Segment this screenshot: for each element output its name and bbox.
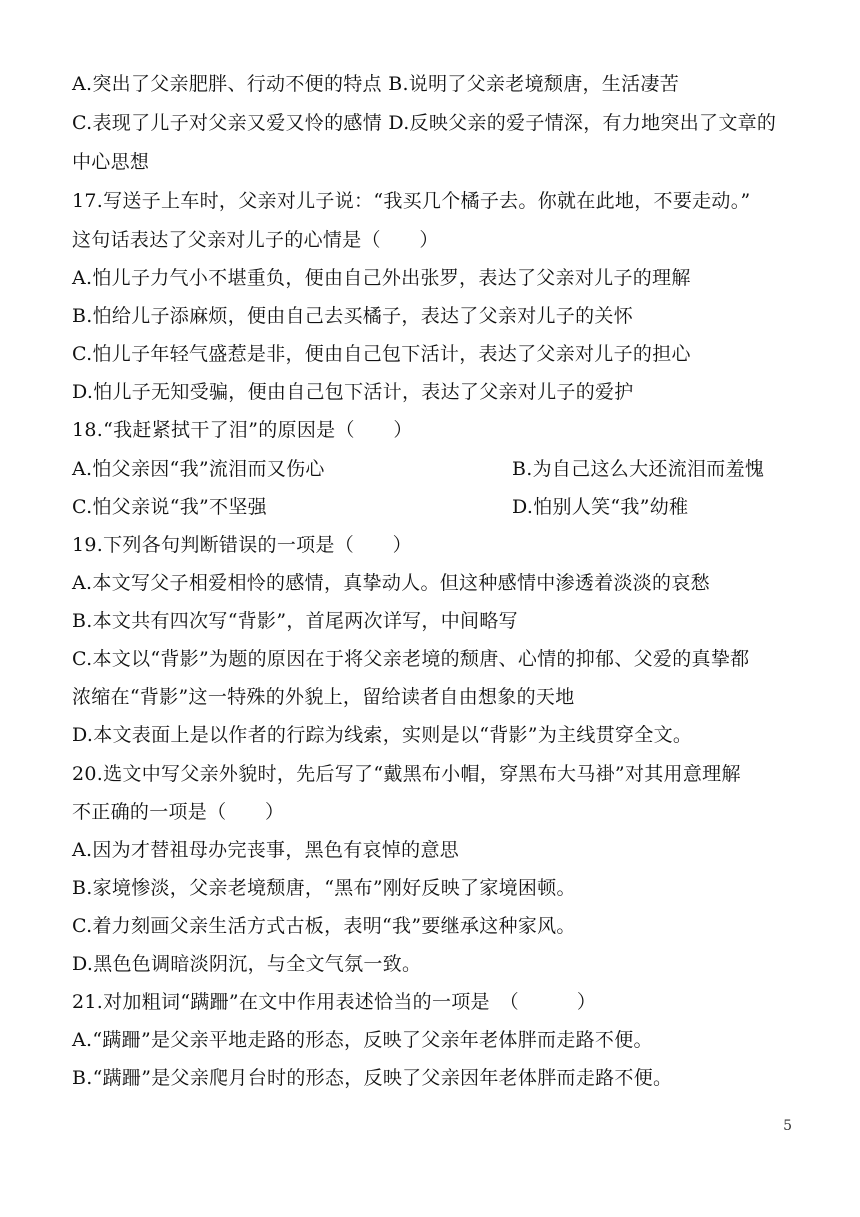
q16-options-line3: 中心思想 <box>72 151 150 173</box>
q16-options-line2: C.表现了儿子对父亲又爱又怜的感情 D.反映父亲的爱子情深，有力地突出了文章的 <box>72 112 777 134</box>
q17-stem-line2: 这句话表达了父亲对儿子的心情是（ ） <box>72 229 439 251</box>
page-number: 5 <box>783 1118 792 1134</box>
q20-option-b: B.家境惨淡，父亲老境颓唐，“黑布”刚好反映了家境困顿。 <box>72 877 576 899</box>
q17-option-a: A.怕儿子力气小不堪重负，便由自己外出张罗，表达了父亲对儿子的理解 <box>72 267 691 289</box>
q17-option-d: D.怕儿子无知受骗，便由自己包下活计，表达了父亲对儿子的爱护 <box>72 381 634 403</box>
q17-option-c: C.怕儿子年轻气盛惹是非，便由自己包下活计，表达了父亲对儿子的担心 <box>72 343 691 365</box>
q19-option-c-line2: 浓缩在“背影”这一特殊的外貌上，留给读者自由想象的天地 <box>72 686 575 708</box>
q16-options-line1: A.突出了父亲肥胖、行动不便的特点 B.说明了父亲老境颓唐，生活凄苦 <box>72 73 680 95</box>
q20-stem-line1: 20.选文中写父亲外貌时，先后写了“戴黑布小帽，穿黑布大马褂”对其用意理解 <box>72 763 741 785</box>
q17-option-b: B.怕给儿子添麻烦，便由自己去买橘子，表达了父亲对儿子的关怀 <box>72 305 634 327</box>
q20-option-c: C.着力刻画父亲生活方式古板，表明“我”要继承这种家风。 <box>72 915 576 937</box>
q21-option-b: B.“蹒跚”是父亲爬月台时的形态，反映了父亲因年老体胖而走路不便。 <box>72 1067 673 1089</box>
q20-stem-line2: 不正确的一项是（ ） <box>72 801 285 823</box>
q17-stem-line1: 17.写送子上车时，父亲对儿子说：“我买几个橘子去。你就在此地，不要走动。” <box>72 190 751 212</box>
q18-options-row1 <box>72 457 802 481</box>
q18-option-d: D.怕别人笑“我”幼稚 <box>512 496 689 518</box>
q19-option-c-line1: C.本文以“背影”为题的原因在于将父亲老境的颓唐、心情的抑郁、父爱的真挚都 <box>72 648 750 670</box>
q18-option-a: A.怕父亲因“我”流泪而又伤心 <box>72 458 325 480</box>
q20-option-a: A.因为才替祖母办完丧事，黑色有哀悼的意思 <box>72 839 460 861</box>
q21-stem: 21.对加粗词“蹒跚”在文中作用表述恰当的一项是 （ ） <box>72 991 597 1013</box>
q19-option-b: B.本文共有四次写“背影”，首尾两次详写，中间略写 <box>72 610 518 632</box>
q19-option-a: A.本文写父子相爱相怜的感情，真挚动人。但这种感情中渗透着淡淡的哀愁 <box>72 572 710 594</box>
q18-options-row2 <box>72 495 802 519</box>
q20-option-d: D.黑色色调暗淡阴沉，与全文气氛一致。 <box>72 953 422 975</box>
q19-stem: 19.下列各句判断错误的一项是（ ） <box>72 534 412 556</box>
q19-option-d: D.本文表面上是以作者的行踪为线索，实则是以“背影”为主线贯穿全文。 <box>72 724 693 746</box>
q18-option-b: B.为自己这么大还流泪而羞愧 <box>512 458 765 480</box>
q18-option-c: C.怕父亲说“我”不坚强 <box>72 496 267 518</box>
q18-stem: 18.“我赶紧拭干了泪”的原因是（ ） <box>72 419 413 441</box>
q21-option-a: A.“蹒跚”是父亲平地走路的形态，反映了父亲年老体胖而走路不便。 <box>72 1029 653 1051</box>
